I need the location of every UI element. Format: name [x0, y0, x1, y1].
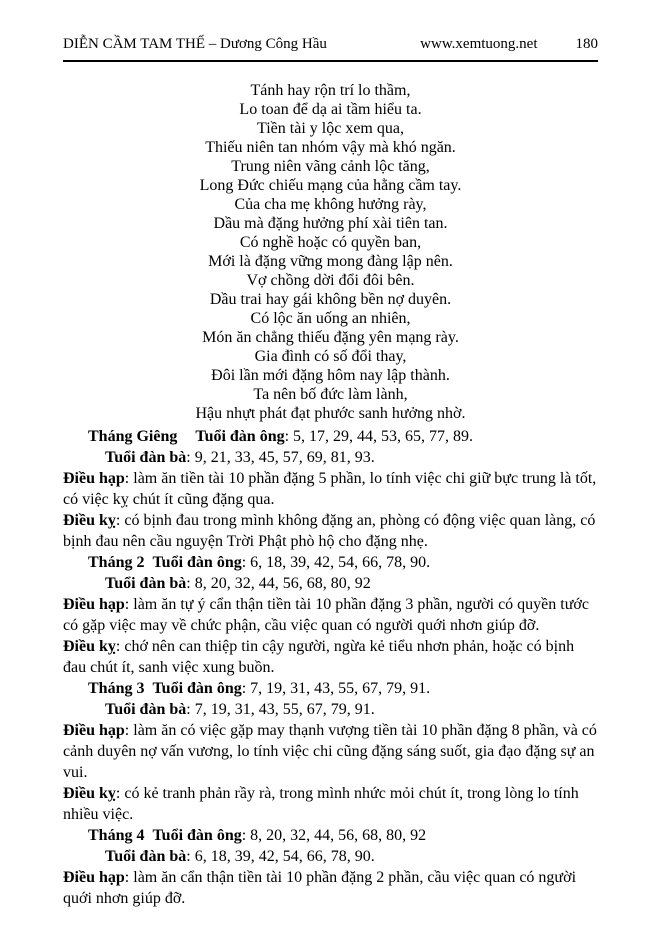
site-url: www.xemtuong.net	[420, 36, 538, 52]
women-ages: : 9, 21, 33, 45, 57, 69, 81, 93.	[186, 449, 375, 466]
month-section-gieng	[63, 426, 598, 552]
women-ages: : 7, 19, 31, 43, 55, 67, 79, 91.	[186, 701, 375, 718]
hap-text: : làm ăn cẩn thận tiền tài 10 phần đặng 2 phần, cầu việc quan có người quới nhơn giúp đỡ.	[63, 869, 577, 907]
poem-line: Ta nên bố đức làm lành,	[253, 386, 408, 403]
ky-label: Điều kỵ	[63, 785, 116, 802]
hap-paragraph	[63, 720, 598, 783]
hap-label: Điều hạp	[63, 722, 125, 739]
poem-line: Trung niên vãng cảnh lộc tăng,	[231, 158, 430, 175]
women-ages: : 8, 20, 32, 44, 56, 68, 80, 92	[186, 575, 371, 592]
month-name: Tháng 4	[88, 827, 145, 844]
poem-line: Tánh hay rộn trí lo thầm,	[250, 82, 411, 99]
poem-line: Đôi lần mới đặng hôm nay lập thành.	[211, 367, 450, 384]
poem-line: Của cha mẹ không hưởng rày,	[234, 196, 427, 213]
ky-paragraph	[63, 510, 598, 552]
women-ages-label: Tuổi đàn bà	[105, 701, 187, 718]
women-ages-label: Tuổi đàn bà	[105, 449, 187, 466]
poem-line: Mới là đặng vững mong đàng lập nên.	[208, 253, 453, 270]
women-ages-line	[63, 699, 598, 720]
men-ages: : 6, 18, 39, 42, 54, 66, 78, 90.	[241, 554, 431, 571]
hap-paragraph	[63, 867, 598, 909]
header-right	[420, 36, 598, 53]
page-header	[63, 36, 598, 62]
ky-text: : có bịnh đau trong mình không đặng an, phòng có động việc quan làng, có bịnh đau nên cầu nguyện Trời Phật phò hộ cho đặng nhẹ.	[63, 512, 596, 550]
ky-paragraph	[63, 783, 598, 825]
poem-line: Thiếu niên tan nhóm vậy mà khó ngăn.	[205, 139, 456, 156]
poem-line: Dầu trai hay gái không bền nợ duyên.	[209, 291, 452, 308]
men-ages-label: Tuổi đàn ông	[152, 680, 242, 697]
poem-line: Lo toan để dạ ai tầm hiểu ta.	[239, 101, 422, 118]
poem-line: Gia đình có số đổi thay,	[254, 348, 407, 365]
poem-line: Vợ chồng dời đổi đôi bên.	[246, 272, 415, 289]
hap-label: Điều hạp	[63, 596, 125, 613]
month-section-4	[63, 825, 598, 909]
hap-text: : làm ăn tự ý cẩn thận tiền tài 10 phần đặng 3 phần, người có quyền tước có gặp việc may về chức phận, cầu việc quan có người quới nhơn giúp đỡ.	[63, 596, 589, 634]
women-ages-line	[63, 573, 598, 594]
hap-text: : làm ăn tiền tài 10 phần đặng 5 phần, lo tính việc chi giữ bực trung là tốt, có việc kỵ chút ít cũng đặng qua.	[63, 470, 597, 508]
women-ages-label: Tuổi đàn bà	[105, 575, 187, 592]
month-name: Tháng 3	[88, 680, 145, 697]
hap-label: Điều hạp	[63, 470, 125, 487]
ky-label: Điều kỵ	[63, 638, 116, 655]
men-ages: : 8, 20, 32, 44, 56, 68, 80, 92	[241, 827, 427, 844]
men-ages: : 5, 17, 29, 44, 53, 65, 77, 89.	[284, 428, 474, 445]
poem-line: Có nghề hoặc có quyền ban,	[239, 234, 422, 251]
hap-paragraph	[63, 468, 598, 510]
ky-label: Điều kỵ	[63, 512, 116, 529]
poem-line: Tiền tài y lộc xem qua,	[257, 120, 404, 137]
month-heading	[63, 552, 598, 573]
women-ages-line	[63, 447, 598, 468]
poem-line: Hậu nhựt phát đạt phước sanh hưởng nhờ.	[195, 405, 466, 422]
month-section-2	[63, 552, 598, 678]
hap-text: : làm ăn có việc gặp may thạnh vượng tiền tài 10 phần đặng 8 phần, và có cảnh duyên nợ vấn vương, lo tính việc chi cũng đặng sáng suốt, gia đạo đặng sự an vui.	[63, 722, 597, 781]
month-section-3	[63, 678, 598, 825]
month-heading	[63, 825, 598, 846]
poem-line: Dầu mà đặng hưởng phí xài tiên tan.	[213, 215, 448, 232]
hap-paragraph	[63, 594, 598, 636]
poem-line: Long Đức chiếu mạng của hằng cầm tay.	[199, 177, 462, 194]
women-ages-label: Tuổi đàn bà	[105, 848, 187, 865]
men-ages: : 7, 19, 31, 43, 55, 67, 79, 91.	[241, 680, 431, 697]
ky-text: : chớ nên can thiệp tin cậy người, ngừa kẻ tiểu nhơn phản, hoặc có bịnh đau chút ít, sanh việc xung buồn.	[63, 638, 575, 676]
ky-paragraph	[63, 636, 598, 678]
page-number: 180	[575, 36, 598, 52]
month-name: Tháng 2	[88, 554, 145, 571]
month-heading	[63, 426, 598, 447]
poem	[63, 81, 598, 423]
men-ages-label: Tuổi đàn ông	[195, 428, 285, 445]
poem-line: Có lộc ăn uống an nhiên,	[250, 310, 411, 327]
month-heading	[63, 678, 598, 699]
month-sections	[63, 426, 598, 909]
poem-line: Món ăn chẳng thiếu đặng yên mạng rày.	[202, 329, 459, 346]
month-name: Tháng Giêng	[88, 428, 178, 445]
ky-text: : có kẻ tranh phản rầy rà, trong mình nhức mỏi chút ít, trong lòng lo tính nhiều việc.	[63, 785, 579, 823]
men-ages-label: Tuổi đàn ông	[152, 554, 242, 571]
document-title: DIỄN CẦM TAM THẾ – Dương Công Hầu	[63, 36, 327, 52]
women-ages-line	[63, 846, 598, 867]
men-ages-label: Tuổi đàn ông	[152, 827, 242, 844]
hap-label: Điều hạp	[63, 869, 125, 886]
women-ages: : 6, 18, 39, 42, 54, 66, 78, 90.	[186, 848, 375, 865]
